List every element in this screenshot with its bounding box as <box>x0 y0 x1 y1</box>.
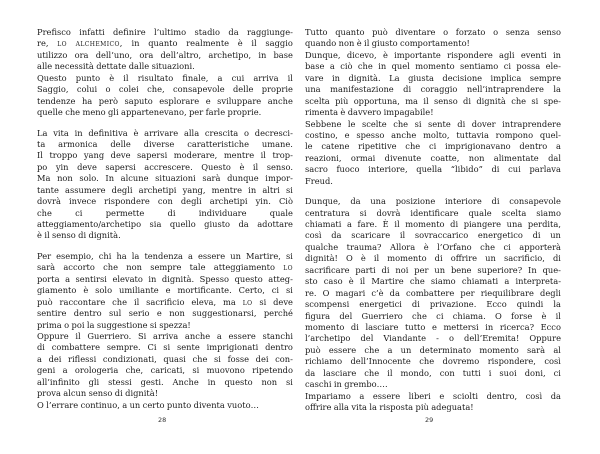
text-line: di combattere sempre. Ci si sente imprigionati dentro <box>37 342 293 353</box>
text-line: vare in dignità. La giusta decisione implica sempre <box>305 72 561 83</box>
text-line: sacro fuoco interiore, quella “libido” di cui parlava <box>305 164 561 175</box>
text-line: figura del Guerriero che ci chiama. O forse è il <box>305 310 561 321</box>
text-line: Dunque, dicevo, è importante rispondere agli eventi in <box>305 49 561 60</box>
text-line: una manifestazione di coraggio nell’intraprendere la <box>305 84 561 95</box>
text-line: geni a orologeria che, caricati, si muovono ripetendo <box>37 365 293 376</box>
text-line: caschi in grembo…. <box>305 379 388 390</box>
text-line: rimenta è davvero impagabile! <box>305 107 434 118</box>
left-page-number: 28 <box>158 416 167 424</box>
text-line: qualche trauma? Allora è l’Orfano che ci apporterà <box>305 241 561 252</box>
text-line: costino, e spesso anche molto, tuttavia rompono quel- <box>305 129 561 140</box>
text-line: prova alcun senso di dignità! <box>37 388 159 399</box>
text-line: O l’errare continuo, a un certo punto diventa vuoto… <box>37 399 259 410</box>
paragraph <box>37 128 293 242</box>
text-line: sto caso è il Martire che siamo chiamati a interpreta- <box>305 276 561 287</box>
text-line: l’archetipo del Viandante - o dell’Eremita! Oppure <box>305 333 561 344</box>
text-line: Tutto quanto può diventare o forzato o senza senso <box>305 27 561 37</box>
text-line: Ma non solo. In alcune situazioni sarà dunque impor- <box>37 173 293 184</box>
paragraph <box>37 251 293 411</box>
text-line: Oppure il Guerriero. Si arriva anche a essere stanchi <box>37 330 293 341</box>
text-line: centratura si dovrà identificare quale scelta siamo <box>305 207 561 218</box>
text-line: atteggiamento/archetipo sia quello giusto da adottare <box>37 219 293 229</box>
text-line: le catene ripetitive che ci imprigionavano dentro a <box>305 141 561 152</box>
text-line: momento di lasciare tutto e mettersi in ricerca? Ecco <box>305 321 561 332</box>
text-line: La vita in definitiva è arrivare alla crescita o decresci- <box>37 127 293 138</box>
paragraph <box>37 27 293 119</box>
text-line: Sebbene le scelte che si sente di dover intraprendere <box>305 118 561 129</box>
text-line: tendenze ha però saputo esplorare e sviluppare anche <box>37 95 293 106</box>
text-line: giamento è solo umiliante e mortificante. Certo, ci si <box>37 285 293 296</box>
text-line: dignità! O è il momento di offrire un sacrificio, di <box>305 253 561 264</box>
left-page <box>37 27 293 411</box>
text-line: offrire alla vita la risposta più adeguata! <box>305 402 474 412</box>
text-line: sacrificare parti di noi per un bene superiore? In que- <box>305 264 561 275</box>
paragraph <box>305 196 561 413</box>
text-line: Freud. <box>305 175 333 186</box>
text-line: Impariamo a essere liberi e sciolti dentro, così da <box>305 390 561 401</box>
text-line: richiamo dell’Innocente che dovremo rispondere, così <box>305 356 561 367</box>
text-line: Dunque, da una posizione interiore di consapevole <box>305 196 561 207</box>
text-line: Questo punto è il risultato finale, a cui arriva il <box>37 72 293 83</box>
text-line: all’infinito gli stessi gesti. Anche in questo non si <box>37 376 293 387</box>
text-line: quando non è il giusto comportamento! <box>305 38 470 49</box>
text-line: Saggio, colui o colei che, consapevole delle proprie <box>37 84 293 95</box>
text-line: re. O magari c’è da combattere per riequilibrare degli <box>305 287 561 298</box>
text-line: tante assumere degli archetipi yang, mentre in altri si <box>37 184 293 195</box>
text-line: Prefisco infatti definire l’ultimo stadio da raggiunge- <box>37 27 293 37</box>
text-line: sarà accorto che non sempre tale atteggiamento lo <box>37 262 293 273</box>
right-page-number: 29 <box>425 416 434 424</box>
text-line: dovrà invece rispondere con degli archetipi yin. Ciò <box>37 196 293 207</box>
paragraph <box>305 27 561 187</box>
text-line: re, lo alchemico, in quanto realmente è il saggio <box>37 38 293 49</box>
text-line: quelle che meno gli appartenevano, per farle proprie. <box>37 107 262 118</box>
text-line: può essere che a un determinato momento sarà al <box>305 344 561 355</box>
text-line: prima o poi la suggestione si spezza! <box>37 319 191 330</box>
text-line: Il troppo yang deve sapersi moderare, mentre il trop- <box>37 150 293 161</box>
text-line: alle necessità dettate dalle situazioni. <box>37 61 195 72</box>
text-line: ta armonica delle diverse caratteristiche umane. <box>37 138 293 149</box>
text-line: Per esempio, chi ha la tendenza a essere un Martire, si <box>37 250 293 261</box>
text-line: scompensi energetici di privazione. Ecco quindi la <box>305 299 561 310</box>
text-line: sentire dentro sul serio e non suggestionarsi, perché <box>37 308 293 319</box>
text-line: porta a sentirsi elevato in dignità. Spesso questo atteg- <box>37 273 293 284</box>
text-line: a dei riflessi condizionati, quasi che si fosse dei con- <box>37 353 293 364</box>
text-line: po yin deve sapersi accrescere. Questo è il senso. <box>37 161 293 172</box>
text-line: reazioni, ormai divenute coatte, non alimentate dal <box>305 152 561 163</box>
text-line: così da scaricare il sovraccarico energetico di un <box>305 230 561 241</box>
text-line: chiamati a fare. È il momento di piangere una perdita, <box>305 219 561 229</box>
text-line: è il senso di dignità. <box>37 230 121 241</box>
text-line: che ci permette di individuare quale <box>37 207 293 218</box>
right-page <box>305 27 561 413</box>
text-line: scelta più opportuna, ma il senso di dignità che si spe- <box>305 95 561 106</box>
text-line: da lasciare che il mondo, con tutti i suoi doni, ci <box>305 367 561 378</box>
text-line: utilizzo ora dell’uno, ora dell’altro, archetipo, in base <box>37 49 293 60</box>
text-line: base a ciò che in quel momento sentiamo ci possa ele- <box>305 61 561 72</box>
text-line: può raccontare che il sacrificio eleva, ma lo si deve <box>37 296 293 307</box>
